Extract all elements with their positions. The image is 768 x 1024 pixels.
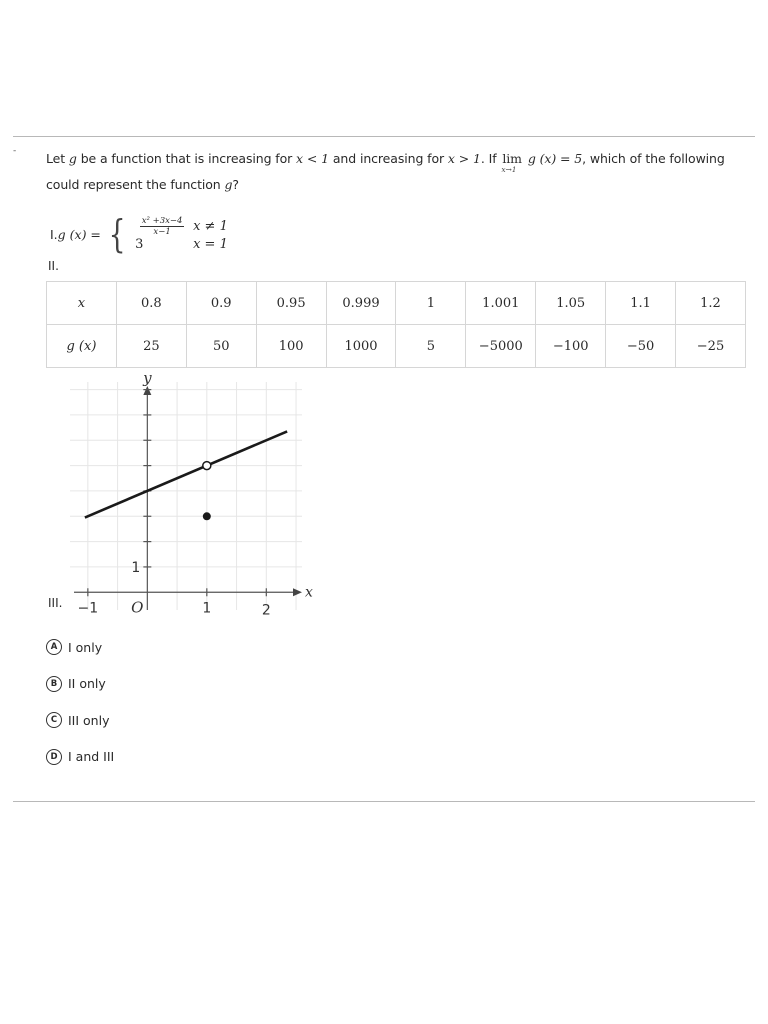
option-III-graph bbox=[40, 370, 315, 624]
piecewise-cases bbox=[131, 216, 243, 252]
table-cell: −5000 bbox=[466, 325, 536, 368]
table-cell: −100 bbox=[536, 325, 606, 368]
choice-text-b: II only bbox=[68, 676, 106, 691]
fraction bbox=[131, 216, 193, 237]
stem-text: ? bbox=[232, 177, 239, 192]
answer-choices bbox=[46, 637, 114, 783]
x-tick-label-2: 2 bbox=[261, 602, 271, 619]
question-marker: - bbox=[13, 146, 17, 156]
fraction-denominator: x−1 bbox=[153, 227, 171, 237]
option-I-label: I. bbox=[50, 226, 58, 242]
table-cell: 0.999 bbox=[326, 282, 396, 325]
x-axis-label: x bbox=[305, 584, 313, 601]
stem-text: be a function that is increasing for bbox=[76, 151, 297, 166]
table-header-x: x bbox=[47, 282, 117, 325]
table-cell: 50 bbox=[186, 325, 256, 368]
choice-text-d: I and III bbox=[68, 749, 115, 764]
values-table bbox=[46, 281, 746, 368]
piecewise-brace: { bbox=[108, 212, 126, 256]
table-cell: 1000 bbox=[326, 325, 396, 368]
origin-label: O bbox=[131, 598, 144, 617]
choice-a[interactable] bbox=[46, 637, 114, 657]
choice-d[interactable] bbox=[46, 747, 114, 767]
top-divider bbox=[13, 136, 755, 137]
stem-text: . If bbox=[480, 151, 501, 166]
bottom-divider bbox=[13, 801, 755, 802]
table-cell: 5 bbox=[396, 325, 466, 368]
question-stem bbox=[46, 146, 751, 198]
piecewise-function bbox=[105, 212, 243, 256]
choice-text-a: I only bbox=[68, 639, 103, 655]
table-cell: 1.05 bbox=[536, 282, 606, 325]
table-cell: −25 bbox=[676, 325, 746, 368]
open-point bbox=[203, 462, 211, 470]
limit-expression bbox=[502, 146, 522, 172]
choice-letter-c[interactable]: C bbox=[46, 712, 62, 728]
stem-math-cond1: x < 1 bbox=[296, 151, 329, 166]
y-tick-label-1: 1 bbox=[131, 559, 141, 576]
choice-b[interactable] bbox=[46, 674, 114, 694]
table-row-x bbox=[47, 282, 746, 325]
table-cell: 0.95 bbox=[256, 282, 326, 325]
option-II-label: II. bbox=[48, 259, 59, 273]
table-cell: 25 bbox=[116, 325, 186, 368]
case-condition-b: x = 1 bbox=[193, 237, 228, 252]
choice-c[interactable] bbox=[46, 710, 114, 730]
stem-math-g: g bbox=[224, 177, 233, 192]
x-tick-label-neg1: −1 bbox=[77, 600, 99, 617]
choice-letter-b[interactable]: B bbox=[46, 676, 62, 692]
table-row-g bbox=[47, 325, 746, 368]
limit-value: g (x) = 5 bbox=[527, 151, 583, 166]
choice-text-c: III only bbox=[68, 712, 110, 728]
stem-text: Let bbox=[46, 151, 69, 166]
limit-subscript: x→1 bbox=[501, 165, 517, 174]
y-axis-label: y bbox=[143, 370, 152, 387]
table-cell: 1 bbox=[396, 282, 466, 325]
option-III-label: III. bbox=[48, 596, 63, 610]
stem-text: , which of the following could represent the function bbox=[46, 151, 725, 192]
table-cell: 1.1 bbox=[606, 282, 676, 325]
choice-letter-d[interactable]: D bbox=[46, 749, 62, 765]
table-cell: 1.001 bbox=[466, 282, 536, 325]
table-cell: 100 bbox=[256, 325, 326, 368]
stem-text: and increasing for bbox=[328, 151, 448, 166]
option-I-lhs: g (x) = bbox=[57, 226, 101, 242]
table-cell: 0.8 bbox=[116, 282, 186, 325]
fraction-numerator: x² +3x−4 bbox=[141, 216, 183, 226]
x-tick-label-1: 1 bbox=[202, 600, 212, 617]
choice-letter-a[interactable]: A bbox=[46, 639, 62, 655]
case-value-b: 3 bbox=[135, 237, 144, 252]
stem-math-g: g bbox=[68, 151, 77, 166]
table-header-g: g (x) bbox=[47, 325, 117, 368]
table-cell: 0.9 bbox=[186, 282, 256, 325]
table-cell: −50 bbox=[606, 325, 676, 368]
closed-point bbox=[203, 512, 211, 520]
option-I bbox=[50, 212, 243, 256]
graph-svg bbox=[40, 370, 315, 620]
limit-word: lim bbox=[502, 151, 522, 166]
table-cell: 1.2 bbox=[676, 282, 746, 325]
case-condition-a: x ≠ 1 bbox=[193, 219, 228, 234]
stem-math-cond2: x > 1 bbox=[447, 151, 481, 166]
